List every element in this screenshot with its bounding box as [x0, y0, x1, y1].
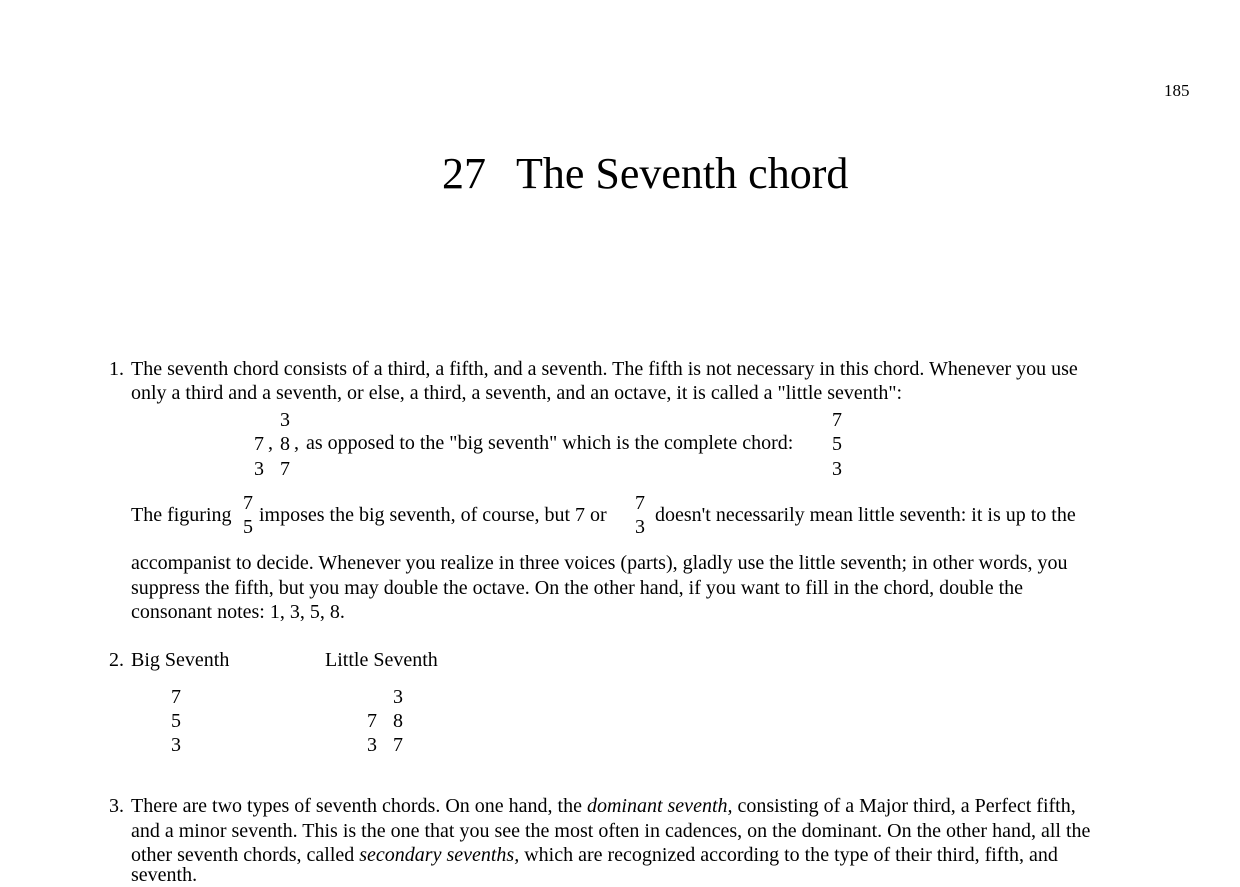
section-1-line-2: only a third and a seventh, or else, a third, a seventh, and an octave, it is called a "little seventh": [131, 382, 903, 404]
figure-75-top: 7 [243, 492, 253, 514]
chapter-title-text: The Seventh chord [516, 149, 849, 198]
section-1-line-b: suppress the fifth, but you may double the octave. On the other hand, if you want to fill in the chord, double the [131, 577, 1024, 599]
little-seventh-figure-b-top: 3 [393, 686, 403, 708]
figuring-middle: imposes the big seventh, of course, but 7 or [259, 504, 607, 526]
big-seventh-figure-middle: 5 [171, 710, 181, 732]
figure-73-bottom: 3 [635, 516, 645, 538]
secondary-sevenths-term: secondary sevenths, [359, 844, 520, 866]
section-1-line-c: consonant notes: 1, 3, 5, 8. [131, 601, 345, 623]
section-3-line-1-pre: There are two types of seventh chords. On one hand, the [131, 795, 582, 817]
section-3-line-3-post: which are recognized according to the type of their third, fifth, and [524, 844, 1058, 866]
figure-big-middle: 5 [832, 433, 842, 455]
section-1-line-1: The seventh chord consists of a third, a fifth, and a seventh. The fifth is not necessary in this chord. Whenever you use [131, 358, 1078, 380]
figure-little-b-bottom: 7 [280, 458, 290, 480]
chapter-number: 27 [442, 149, 486, 198]
section-3-line-2: and a minor seventh. This is the one that you see the most often in cadences, on the dominant. On the other hand, all the [131, 820, 1091, 842]
figure-73-top: 7 [635, 492, 645, 514]
little-seventh-label: Little Seventh [325, 649, 438, 671]
big-seventh-figure-top: 7 [171, 686, 181, 708]
figuring-prefix: The figuring [131, 504, 232, 526]
section-3-line-3 [131, 843, 1058, 867]
little-seventh-figure-b-middle: 8 [393, 710, 403, 732]
little-seventh-figure-b-bottom: 7 [393, 734, 403, 756]
figure-little-a-top: 7 [254, 433, 264, 455]
section-3-line-1 [131, 794, 1076, 818]
section-1-marker: 1. [109, 358, 124, 380]
section-3-line-1-post: consisting of a Major third, a Perfect fifth, [737, 795, 1076, 817]
chapter-title [442, 148, 848, 200]
figure-big-top: 7 [832, 409, 842, 431]
little-seventh-figure-a-top: 7 [367, 710, 377, 732]
dominant-seventh-term: dominant seventh, [586, 795, 733, 817]
figure-big-bottom: 3 [832, 458, 842, 480]
section-3-line-4: seventh. [131, 864, 198, 886]
figure-comma: , [268, 432, 273, 454]
figure-little-b-top: 3 [280, 409, 290, 431]
section-3-marker: 3. [109, 795, 124, 817]
figure-75-bottom: 5 [243, 516, 253, 538]
opposed-text: as opposed to the "big seventh" which is the complete chord: [306, 432, 794, 454]
big-seventh-figure-bottom: 3 [171, 734, 181, 756]
section-3-line-3-pre: other seventh chords, called [131, 844, 355, 866]
figure-little-b-middle: 8 [280, 433, 290, 455]
page-number: 185 [1164, 81, 1190, 100]
little-seventh-figure-a-bottom: 3 [367, 734, 377, 756]
section-1-line-a: accompanist to decide. Whenever you realize in three voices (parts), gladly use the little seventh; in other words, you [131, 552, 1068, 574]
figuring-suffix: doesn't necessarily mean little seventh: it is up to the [655, 504, 1076, 526]
figure-little-a-bottom: 3 [254, 458, 264, 480]
section-2-marker: 2. [109, 649, 124, 671]
big-seventh-label: Big Seventh [131, 649, 230, 671]
figure-comma: , [294, 432, 299, 454]
